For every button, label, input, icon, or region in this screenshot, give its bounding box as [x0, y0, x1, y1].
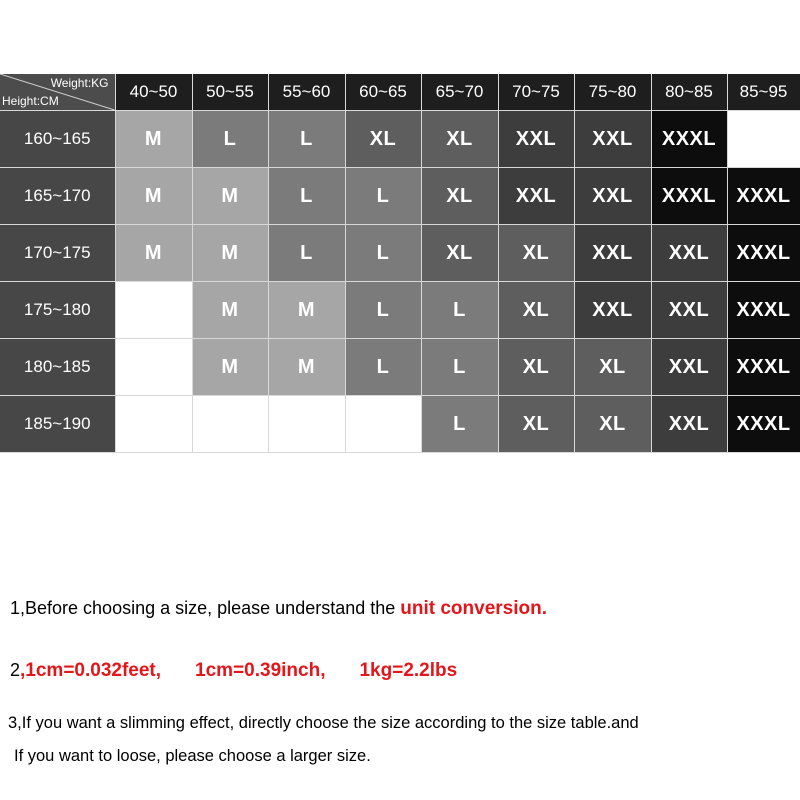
- height-row-header: 175~180: [0, 282, 115, 339]
- size-cell: XXL: [574, 225, 651, 282]
- size-cell: XL: [498, 225, 574, 282]
- size-cell: XXXL: [651, 111, 727, 168]
- unit-conversion-note: [10, 598, 547, 620]
- empty-size-cell: [268, 396, 345, 453]
- slimming-advice-line: 3,If you want a slimming effect, directly choose the size according to the size table.and: [8, 714, 639, 732]
- note1-highlight: unit conversion.: [400, 598, 548, 619]
- table-row: [0, 339, 800, 396]
- size-cell: XXXL: [727, 282, 800, 339]
- size-cell: M: [192, 339, 268, 396]
- size-cell: M: [192, 225, 268, 282]
- empty-size-cell: [192, 396, 268, 453]
- size-cell: XL: [421, 111, 498, 168]
- size-cell: XXL: [574, 168, 651, 225]
- size-cell: M: [192, 168, 268, 225]
- size-chart-table: [0, 74, 800, 453]
- empty-size-cell: [727, 111, 800, 168]
- size-cell: M: [115, 168, 192, 225]
- size-cell: XL: [421, 168, 498, 225]
- size-cell: M: [268, 282, 345, 339]
- size-table-body: [0, 111, 800, 453]
- size-cell: XL: [421, 225, 498, 282]
- size-cell: XXXL: [727, 168, 800, 225]
- height-row-header: 160~165: [0, 111, 115, 168]
- weight-column-header: 85~95: [727, 74, 800, 111]
- size-cell: XXL: [651, 282, 727, 339]
- size-cell: XL: [498, 339, 574, 396]
- height-row-header: 185~190: [0, 396, 115, 453]
- size-cell: L: [345, 339, 421, 396]
- weight-column-header: 55~60: [268, 74, 345, 111]
- note2-number: 2: [10, 660, 21, 680]
- table-row: [0, 111, 800, 168]
- size-cell: L: [192, 111, 268, 168]
- size-cell: M: [192, 282, 268, 339]
- size-cell: XXL: [651, 225, 727, 282]
- conversion-values-note: [10, 660, 457, 682]
- size-cell: XL: [345, 111, 421, 168]
- size-cell: XXL: [574, 111, 651, 168]
- conversion-kg-lbs: 1kg=2.2lbs: [359, 660, 458, 681]
- size-cell: L: [345, 225, 421, 282]
- height-row-header: 170~175: [0, 225, 115, 282]
- size-cell: XXXL: [651, 168, 727, 225]
- size-cell: XXL: [651, 339, 727, 396]
- size-cell: L: [268, 168, 345, 225]
- size-cell: XXL: [498, 111, 574, 168]
- table-row: [0, 282, 800, 339]
- size-cell: L: [345, 282, 421, 339]
- size-cell: L: [345, 168, 421, 225]
- size-cell: XXL: [574, 282, 651, 339]
- table-row: [0, 225, 800, 282]
- weight-axis-label: Weight:KG: [50, 76, 109, 90]
- size-cell: L: [421, 282, 498, 339]
- size-cell: L: [421, 339, 498, 396]
- height-row-header: 165~170: [0, 168, 115, 225]
- weight-column-header: 50~55: [192, 74, 268, 111]
- empty-size-cell: [115, 339, 192, 396]
- size-cell: M: [115, 225, 192, 282]
- table-corner-header: [0, 74, 115, 111]
- table-row: [0, 396, 800, 453]
- size-cell: L: [268, 225, 345, 282]
- weight-column-header: 80~85: [651, 74, 727, 111]
- size-cell: XXL: [498, 168, 574, 225]
- conversion-cm-feet: ,1cm=0.032feet,: [20, 660, 162, 681]
- empty-size-cell: [115, 282, 192, 339]
- size-cell: XXL: [651, 396, 727, 453]
- weight-column-header: 40~50: [115, 74, 192, 111]
- height-axis-label: Height:CM: [2, 94, 59, 108]
- size-cell: XXXL: [727, 396, 800, 453]
- loose-fit-advice-line: If you want to loose, please choose a larger size.: [14, 747, 371, 765]
- conversion-cm-inch: 1cm=0.39inch,: [195, 660, 326, 681]
- empty-size-cell: [115, 396, 192, 453]
- empty-size-cell: [345, 396, 421, 453]
- note1-text: 1,Before choosing a size, please understand the: [10, 598, 401, 618]
- size-cell: XL: [498, 282, 574, 339]
- height-row-header: 180~185: [0, 339, 115, 396]
- size-cell: M: [115, 111, 192, 168]
- weight-column-header: 65~70: [421, 74, 498, 111]
- size-cell: L: [421, 396, 498, 453]
- weight-header-row: [0, 74, 800, 111]
- size-cell: XL: [498, 396, 574, 453]
- size-cell: XXXL: [727, 339, 800, 396]
- size-cell: XL: [574, 339, 651, 396]
- size-cell: M: [268, 339, 345, 396]
- size-cell: L: [268, 111, 345, 168]
- weight-column-header: 60~65: [345, 74, 421, 111]
- size-cell: XXXL: [727, 225, 800, 282]
- weight-column-header: 75~80: [574, 74, 651, 111]
- weight-column-header: 70~75: [498, 74, 574, 111]
- size-cell: XL: [574, 396, 651, 453]
- table-row: [0, 168, 800, 225]
